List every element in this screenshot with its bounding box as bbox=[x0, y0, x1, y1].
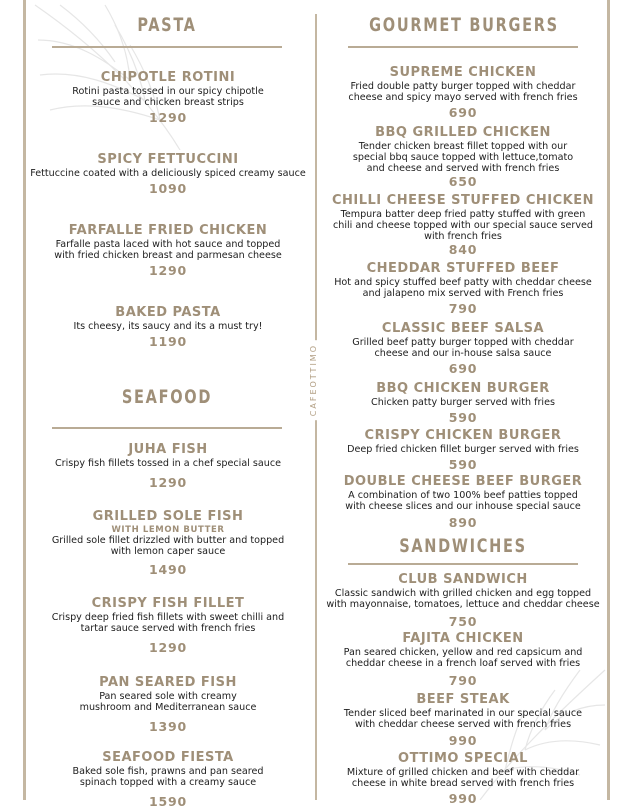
item-description: Tempura batter deep fried patty stuffed with green chili and cheese topped with our special sauce served with french fries bbox=[332, 209, 594, 242]
menu-item bbox=[30, 305, 306, 350]
menu-item bbox=[324, 381, 602, 426]
item-name: OTTIMO SPECIAL bbox=[398, 751, 528, 766]
burgers-title-rule bbox=[348, 46, 578, 48]
item-name: GRILLED SOLE FISH bbox=[92, 509, 244, 524]
item-description: Deep fried chicken fillet burger served with fries bbox=[347, 444, 579, 455]
item-price: 790 bbox=[448, 301, 478, 316]
item-name: BAKED PASTA bbox=[115, 305, 221, 320]
item-description: Tender sliced beef marinated in our special sauce with cheddar cheese served with french fries bbox=[343, 708, 583, 730]
menu-item bbox=[324, 321, 602, 377]
item-name: CHIPOTLE ROTINI bbox=[100, 70, 236, 85]
menu-item bbox=[30, 152, 306, 197]
item-name: BEEF STEAK bbox=[416, 692, 510, 707]
menu-item bbox=[324, 428, 602, 473]
item-subtitle: WITH LEMON BUTTER bbox=[111, 525, 225, 535]
item-price: 1090 bbox=[149, 181, 187, 196]
item-name: JUHA FISH bbox=[128, 442, 208, 457]
sandwiches-title: SANDWICHES bbox=[399, 535, 527, 557]
item-name: SPICY FETTUCCINI bbox=[97, 152, 239, 167]
item-price: 990 bbox=[448, 791, 478, 806]
item-price: 1590 bbox=[149, 794, 187, 809]
item-description: Tender chicken breast fillet topped with our special bbq sauce topped with lettuce,tomato and cheese and served with french fries bbox=[352, 141, 574, 174]
left-edge-border bbox=[23, 0, 26, 800]
item-description: Mixture of grilled chicken and beef with cheddar cheese in white bread served with french fries bbox=[346, 767, 580, 789]
menu-item bbox=[324, 692, 602, 749]
item-description: Fettuccine coated with a deliciously spiced creamy sauce bbox=[30, 168, 306, 179]
item-price: 590 bbox=[448, 457, 478, 472]
menu-item bbox=[324, 572, 602, 630]
brand-vertical-text: CAFEOTTIMO bbox=[309, 340, 325, 420]
item-description: Hot and spicy stuffed beef patty with cheddar cheese and jalapeno mix served with French fries bbox=[334, 277, 592, 299]
menu-item bbox=[324, 125, 602, 190]
item-description: Classic sandwich with grilled chicken and egg topped with mayonnaise, tomatoes, lettuce and cheddar cheese bbox=[326, 588, 600, 610]
item-description: Crispy fish fillets tossed in a chef special sauce bbox=[54, 458, 282, 469]
seafood-title-rule bbox=[52, 427, 282, 429]
menu-item bbox=[324, 631, 602, 689]
menu-item bbox=[30, 596, 306, 656]
burgers-title: GOURMET BURGERS bbox=[369, 14, 559, 36]
menu-item bbox=[324, 751, 602, 807]
item-name: BBQ CHICKEN BURGER bbox=[376, 381, 550, 396]
item-price: 1290 bbox=[149, 110, 187, 125]
item-description: Grilled beef patty burger topped with cheddar cheese and our in-house salsa sauce bbox=[352, 337, 574, 359]
item-name: PAN SEARED FISH bbox=[99, 675, 237, 690]
menu-item bbox=[324, 65, 602, 121]
item-name: CHILLI CHEESE STUFFED CHICKEN bbox=[331, 193, 594, 208]
item-price: 650 bbox=[448, 174, 478, 189]
item-name: CRISPY FISH FILLET bbox=[91, 596, 245, 611]
item-price: 890 bbox=[448, 515, 478, 530]
sandwiches-title-rule bbox=[348, 563, 578, 565]
item-description: Chicken patty burger served with fries bbox=[371, 397, 555, 408]
item-description: Pan seared chicken, yellow and red capsicum and cheddar cheese in a french loaf served with fries bbox=[343, 647, 583, 669]
menu-item bbox=[30, 70, 306, 126]
item-description: Pan seared sole with creamy mushroom and Mediterranean sauce bbox=[79, 691, 257, 713]
item-price: 750 bbox=[448, 614, 478, 629]
item-name: CRISPY CHICKEN BURGER bbox=[364, 428, 562, 443]
item-price: 1290 bbox=[149, 263, 187, 278]
item-price: 1290 bbox=[149, 640, 187, 655]
item-description: A combination of two 100% beef patties topped with cheese slices and our inhouse special sauce bbox=[345, 490, 581, 512]
item-name: SUPREME CHICKEN bbox=[389, 65, 537, 80]
item-description: Its cheesy, its saucy and its a must try! bbox=[73, 321, 263, 332]
menu-item bbox=[324, 261, 602, 317]
menu-item bbox=[30, 750, 306, 810]
item-price: 1190 bbox=[149, 334, 187, 349]
item-price: 1490 bbox=[149, 562, 187, 577]
pasta-title: PASTA bbox=[137, 14, 197, 36]
item-price: 840 bbox=[448, 242, 478, 257]
item-price: 1290 bbox=[149, 475, 187, 490]
item-price: 690 bbox=[448, 361, 478, 376]
item-name: FAJITA CHICKEN bbox=[402, 631, 524, 646]
item-name: BBQ GRILLED CHICKEN bbox=[375, 125, 551, 140]
menu-item bbox=[30, 675, 306, 735]
menu-item bbox=[324, 193, 602, 258]
item-description: Rotini pasta tossed in our spicy chipotle sauce and chicken breast strips bbox=[72, 86, 264, 108]
seafood-title: SEAFOOD bbox=[121, 386, 213, 408]
item-name: CHEDDAR STUFFED BEEF bbox=[366, 261, 560, 276]
item-price: 690 bbox=[448, 105, 478, 120]
pasta-title-rule bbox=[52, 46, 282, 48]
item-price: 1390 bbox=[149, 719, 187, 734]
item-description: Crispy deep fried fish fillets with sweet chilli and tartar sauce served with french fries bbox=[51, 612, 285, 634]
menu-item bbox=[30, 442, 306, 491]
item-description: Grilled sole fillet drizzled with butter and topped with lemon caper sauce bbox=[51, 535, 285, 557]
item-name: DOUBLE CHEESE BEEF BURGER bbox=[343, 474, 583, 489]
menu-item bbox=[30, 509, 306, 578]
item-name: CLUB SANDWICH bbox=[398, 572, 528, 587]
item-name: SEAFOOD FIESTA bbox=[102, 750, 234, 765]
menu-item bbox=[30, 223, 306, 279]
item-name: CLASSIC BEEF SALSA bbox=[381, 321, 545, 336]
menu-item bbox=[324, 474, 602, 531]
item-price: 590 bbox=[448, 410, 478, 425]
item-name: FARFALLE FRIED CHICKEN bbox=[68, 223, 268, 238]
item-description: Baked sole fish, prawns and pan seared spinach topped with a creamy sauce bbox=[72, 766, 264, 788]
item-description: Farfalle pasta laced with hot sauce and topped with fried chicken breast and parmesan cheese bbox=[54, 239, 282, 261]
item-price: 790 bbox=[448, 673, 478, 688]
item-price: 990 bbox=[448, 733, 478, 748]
item-description: Fried double patty burger topped with cheddar cheese and spicy mayo served with french fries bbox=[348, 81, 578, 103]
